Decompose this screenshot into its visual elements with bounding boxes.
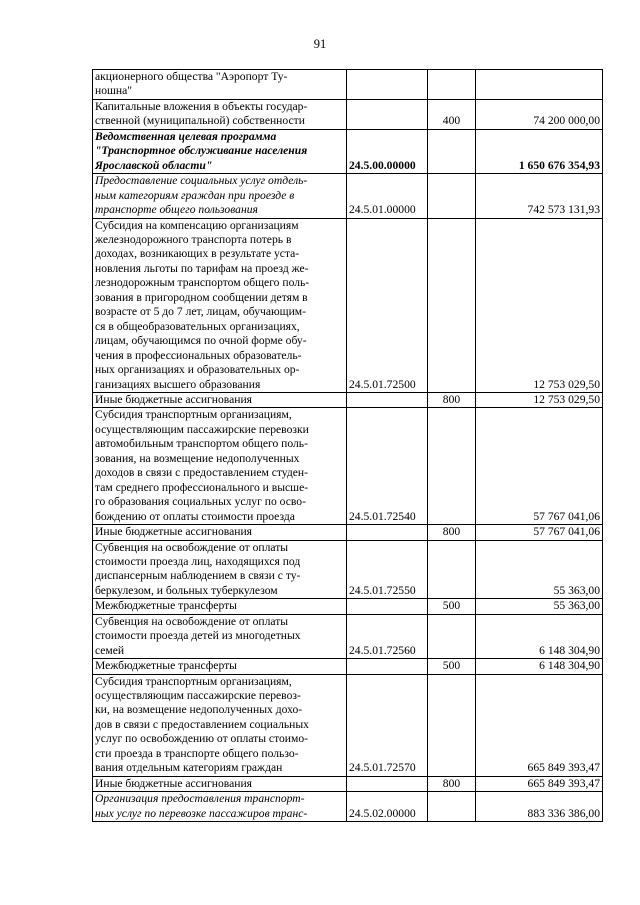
row-name-line: доходов в связи с предоставлением студен- xyxy=(95,466,308,480)
target-article-code-cell xyxy=(347,392,428,407)
row-name-line: лезнодорожным транспортом общего поль- xyxy=(95,276,310,290)
row-name-cell xyxy=(93,218,347,392)
table-row xyxy=(93,392,603,407)
row-name-line: диспансерным наблюдением в связи с ту- xyxy=(95,569,301,583)
row-name-line: ки, на возмещение недополученных дохо- xyxy=(95,703,303,717)
page-number: 91 xyxy=(313,37,327,51)
row-name-cell xyxy=(93,674,347,776)
expenditure-type-cell: 400 xyxy=(428,99,476,129)
row-name-cell xyxy=(93,99,347,129)
row-name-line: "Транспортное обслуживание населения xyxy=(95,144,308,158)
row-name-line: дов в связи с предоставлением социальных xyxy=(95,717,309,731)
row-name-cell xyxy=(93,792,347,822)
table-row xyxy=(93,408,603,525)
row-name-line: ных организациях и образовательных ор- xyxy=(95,363,300,377)
table-row xyxy=(93,776,603,791)
row-name-line: Субвенция на освобождение от оплаты xyxy=(95,614,289,628)
row-name-line: Организация предоставления транспорт- xyxy=(95,792,305,806)
target-article-code-cell xyxy=(347,776,428,791)
expenditure-type-cell xyxy=(428,129,476,173)
table-row xyxy=(93,129,603,173)
amount-cell: 55 363,00 xyxy=(476,540,603,599)
row-name-line: Субсидия транспортным организациям, xyxy=(95,408,292,422)
row-name-cell xyxy=(93,614,347,658)
row-name-line: сти проезда в транспорте общего пользо- xyxy=(95,746,299,760)
target-article-code-cell: 24.5.01.00000 xyxy=(347,174,428,218)
amount-cell: 883 336 386,00 xyxy=(476,792,603,822)
row-name-line: Межбюджетные трансферты xyxy=(95,599,237,613)
row-name-line: Субвенция на освобождение от оплаты xyxy=(95,540,289,554)
row-name-cell xyxy=(93,659,347,674)
expenditure-type-cell: 800 xyxy=(428,776,476,791)
table-row xyxy=(93,174,603,218)
row-name-line: семей xyxy=(95,643,125,657)
amount-cell: 742 573 131,93 xyxy=(476,174,603,218)
row-name-line: транспорте общего пользования xyxy=(95,203,258,217)
row-name-line: ганизациях высшего образования xyxy=(95,377,261,391)
row-name-line: зования в пригородном сообщении детям в xyxy=(95,290,308,304)
amount-cell: 12 753 029,50 xyxy=(476,392,603,407)
amount-cell xyxy=(476,70,603,100)
row-name-line: Иные бюджетные ассигнования xyxy=(95,776,252,790)
row-name-line: Ведомственная целевая программа xyxy=(95,129,277,143)
row-name-line: Капитальные вложения в объекты государ- xyxy=(95,99,308,113)
table-row xyxy=(93,599,603,614)
row-name-line: Иные бюджетные ассигнования xyxy=(95,525,252,539)
expenditure-type-cell xyxy=(428,70,476,100)
row-name-line: ных услуг по перевозке пассажиров транс- xyxy=(95,806,308,820)
row-name-line: бождению от оплаты стоимости проезда xyxy=(95,509,295,523)
table-row xyxy=(93,99,603,129)
amount-cell: 665 849 393,47 xyxy=(476,674,603,776)
row-name-cell xyxy=(93,776,347,791)
target-article-code-cell xyxy=(347,99,428,129)
budget-table xyxy=(92,69,603,822)
row-name-line: Иные бюджетные ассигнования xyxy=(95,392,252,406)
row-name-line: Предоставление социальных услуг отдель- xyxy=(95,174,308,188)
target-article-code-cell xyxy=(347,599,428,614)
row-name-line: вания отдельным категориям граждан xyxy=(95,761,283,775)
amount-cell: 55 363,00 xyxy=(476,599,603,614)
table-row xyxy=(93,792,603,822)
expenditure-type-cell xyxy=(428,540,476,599)
target-article-code-cell: 24.5.01.72550 xyxy=(347,540,428,599)
table-row xyxy=(93,70,603,100)
budget-table-body xyxy=(93,70,603,822)
expenditure-type-cell xyxy=(428,614,476,658)
target-article-code-cell xyxy=(347,525,428,540)
target-article-code-cell: 24.5.01.72500 xyxy=(347,218,428,392)
row-name-line: стоимости проезда лиц, находящихся под xyxy=(95,554,301,568)
target-article-code-cell: 24.5.01.72540 xyxy=(347,408,428,525)
amount-cell: 57 767 041,06 xyxy=(476,408,603,525)
target-article-code-cell: 24.5.00.00000 xyxy=(347,129,428,173)
table-row xyxy=(93,525,603,540)
row-name-cell xyxy=(93,525,347,540)
row-name-line: ся в общеобразовательных организациях, xyxy=(95,319,300,333)
target-article-code-cell xyxy=(347,70,428,100)
expenditure-type-cell: 800 xyxy=(428,392,476,407)
table-row xyxy=(93,540,603,599)
row-name-line: доходах, возникающих в результате уста- xyxy=(95,247,300,261)
row-name-line: ношна" xyxy=(95,84,133,98)
amount-cell: 12 753 029,50 xyxy=(476,218,603,392)
row-name-line: ным категориям граждан при проезде в xyxy=(95,188,295,202)
expenditure-type-cell xyxy=(428,674,476,776)
row-name-line: Субсидия транспортным организациям, xyxy=(95,674,292,688)
amount-cell: 6 148 304,90 xyxy=(476,614,603,658)
row-name-line: возрасте от 5 до 7 лет, лицам, обучающим- xyxy=(95,305,306,319)
row-name-line: зования, на возмещение недополученных xyxy=(95,451,300,465)
row-name-cell xyxy=(93,129,347,173)
amount-cell: 6 148 304,90 xyxy=(476,659,603,674)
expenditure-type-cell xyxy=(428,174,476,218)
expenditure-type-cell: 800 xyxy=(428,525,476,540)
row-name-line: Ярославской области" xyxy=(95,158,213,172)
row-name-line: стоимости проезда детей из многодетных xyxy=(95,629,301,643)
amount-cell: 1 650 676 354,93 xyxy=(476,129,603,173)
row-name-cell xyxy=(93,408,347,525)
row-name-line: новления льготы по тарифам на проезд же- xyxy=(95,261,309,275)
row-name-cell xyxy=(93,70,347,100)
row-name-line: там среднего профессионального и высше- xyxy=(95,480,309,494)
target-article-code-cell: 24.5.01.72570 xyxy=(347,674,428,776)
expenditure-type-cell xyxy=(428,408,476,525)
row-name-cell xyxy=(93,540,347,599)
row-name-line: ственной (муниципальной) собственности xyxy=(95,114,305,128)
table-row xyxy=(93,659,603,674)
expenditure-type-cell: 500 xyxy=(428,659,476,674)
table-row xyxy=(93,218,603,392)
row-name-line: осуществляющим пассажирские перевозки xyxy=(95,422,309,436)
row-name-line: чения в профессиональных образователь- xyxy=(95,348,302,362)
target-article-code-cell: 24.5.01.72560 xyxy=(347,614,428,658)
row-name-line: беркулезом, и больных туберкулезом xyxy=(95,583,278,597)
row-name-line: акционерного общества "Аэропорт Ту- xyxy=(95,70,288,83)
row-name-line: услуг по освобождению от оплаты стоимо- xyxy=(95,732,308,746)
amount-cell: 665 849 393,47 xyxy=(476,776,603,791)
row-name-cell xyxy=(93,174,347,218)
amount-cell: 74 200 000,00 xyxy=(476,99,603,129)
row-name-line: Субсидия на компенсацию организациям xyxy=(95,218,299,232)
row-name-line: железнодорожного транспорта потерь в xyxy=(95,232,292,246)
row-name-line: го образования социальных услуг по осво- xyxy=(95,495,306,509)
expenditure-type-cell: 500 xyxy=(428,599,476,614)
row-name-line: лицам, обучающимся по очной форме обу- xyxy=(95,334,307,348)
target-article-code-cell xyxy=(347,659,428,674)
row-name-cell xyxy=(93,392,347,407)
table-row xyxy=(93,674,603,776)
row-name-line: осуществляющим пассажирские перевоз- xyxy=(95,689,301,703)
amount-cell: 57 767 041,06 xyxy=(476,525,603,540)
row-name-line: Межбюджетные трансферты xyxy=(95,659,237,673)
table-row xyxy=(93,614,603,658)
expenditure-type-cell xyxy=(428,218,476,392)
expenditure-type-cell xyxy=(428,792,476,822)
target-article-code-cell: 24.5.02.00000 xyxy=(347,792,428,822)
row-name-cell xyxy=(93,599,347,614)
row-name-line: автомобильным транспортом общего поль- xyxy=(95,437,308,451)
